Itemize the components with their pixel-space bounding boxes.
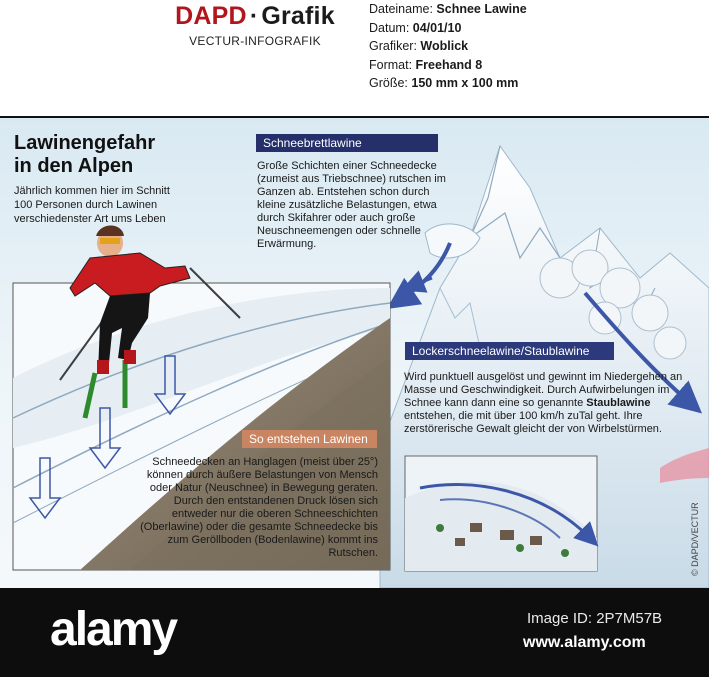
loose-avalanche-label: Lockerschneelawine/Staublawine xyxy=(405,342,614,360)
image-id: Image ID: 2P7M57B xyxy=(527,610,663,627)
meta-row xyxy=(369,56,527,75)
meta-row xyxy=(369,19,527,38)
footer-bar xyxy=(0,588,709,677)
brand-subtitle: VECTUR-INFOGRAFIK xyxy=(189,34,321,48)
slab-avalanche-text: Große Schichten einer Schneedecke (zumeist aus Triebschnee) rutschen im Ganzen ab. Entstehen schon durch kleine zusätzliche Belastungen, etwa durch Skifahrer oder auch große Neuschneemengen oder schnelle Erwärmung. xyxy=(257,160,446,250)
brand-logo xyxy=(150,2,360,48)
alamy-logo: alamy xyxy=(50,603,177,656)
meta-key: Größe: xyxy=(369,76,408,90)
page-title: Lawinengefahr in den Alpen xyxy=(14,132,156,177)
village-inset xyxy=(405,456,597,571)
meta-row xyxy=(369,37,527,56)
meta-key: Dateiname: xyxy=(369,2,433,16)
slab-avalanche-label: Schneebrettlawine xyxy=(256,134,438,152)
file-metadata xyxy=(369,0,527,93)
credit-line: © DAPD/VECTUR xyxy=(690,502,700,576)
intro-text: Jährlich kommen hier im Schnitt 100 Personen durch Lawinen verschiedenster Art ums Leben xyxy=(14,185,170,225)
origin-text: Schneedecken an Hanglagen (meist über 25°) können durch äußere Belastungen von Mensch oder Natur (Neuschnee) in Bewegung geraten. Durch den entstandenen Druck lösen sich entweder nur die oberen Schneeschichten (Oberlawine) oder die gesamte Schneedecke bis zum Geröllboden (Bodenlawine) kommt ins Rutschen. xyxy=(140,456,378,559)
meta-value: Schnee Lawine xyxy=(436,2,527,16)
origin-label: So entstehen Lawinen xyxy=(242,430,377,448)
meta-row xyxy=(369,0,527,19)
meta-value: 04/01/10 xyxy=(412,20,462,35)
header xyxy=(0,0,709,118)
infographic xyxy=(0,118,709,588)
meta-value: Woblick xyxy=(420,39,469,53)
brand-separator: · xyxy=(249,2,259,30)
site-url[interactable]: www.alamy.com xyxy=(523,634,646,651)
meta-key: Datum: xyxy=(369,20,410,35)
meta-key: Grafiker: xyxy=(369,39,417,53)
meta-row xyxy=(369,74,527,93)
loose-avalanche-text: Wird punktuell ausgelöst und gewinnt im Niedergehen an Masse und Geschwindigkeit. Durch Aufwirbelungen im Schnee kann dann eine so genannte Staublawine entstehen, die mit über 100 km/h zuTal geht. Ihre zerstörerische Gewalt gleicht der von Wirbelstürmen. xyxy=(404,371,683,435)
meta-value: Freehand 8 xyxy=(415,57,483,72)
meta-key: Format: xyxy=(369,57,413,72)
meta-value: 150 mm x 100 mm xyxy=(411,76,519,90)
brand-name-black: Grafik xyxy=(261,2,335,30)
brand-name-red: DAPD xyxy=(175,2,247,30)
